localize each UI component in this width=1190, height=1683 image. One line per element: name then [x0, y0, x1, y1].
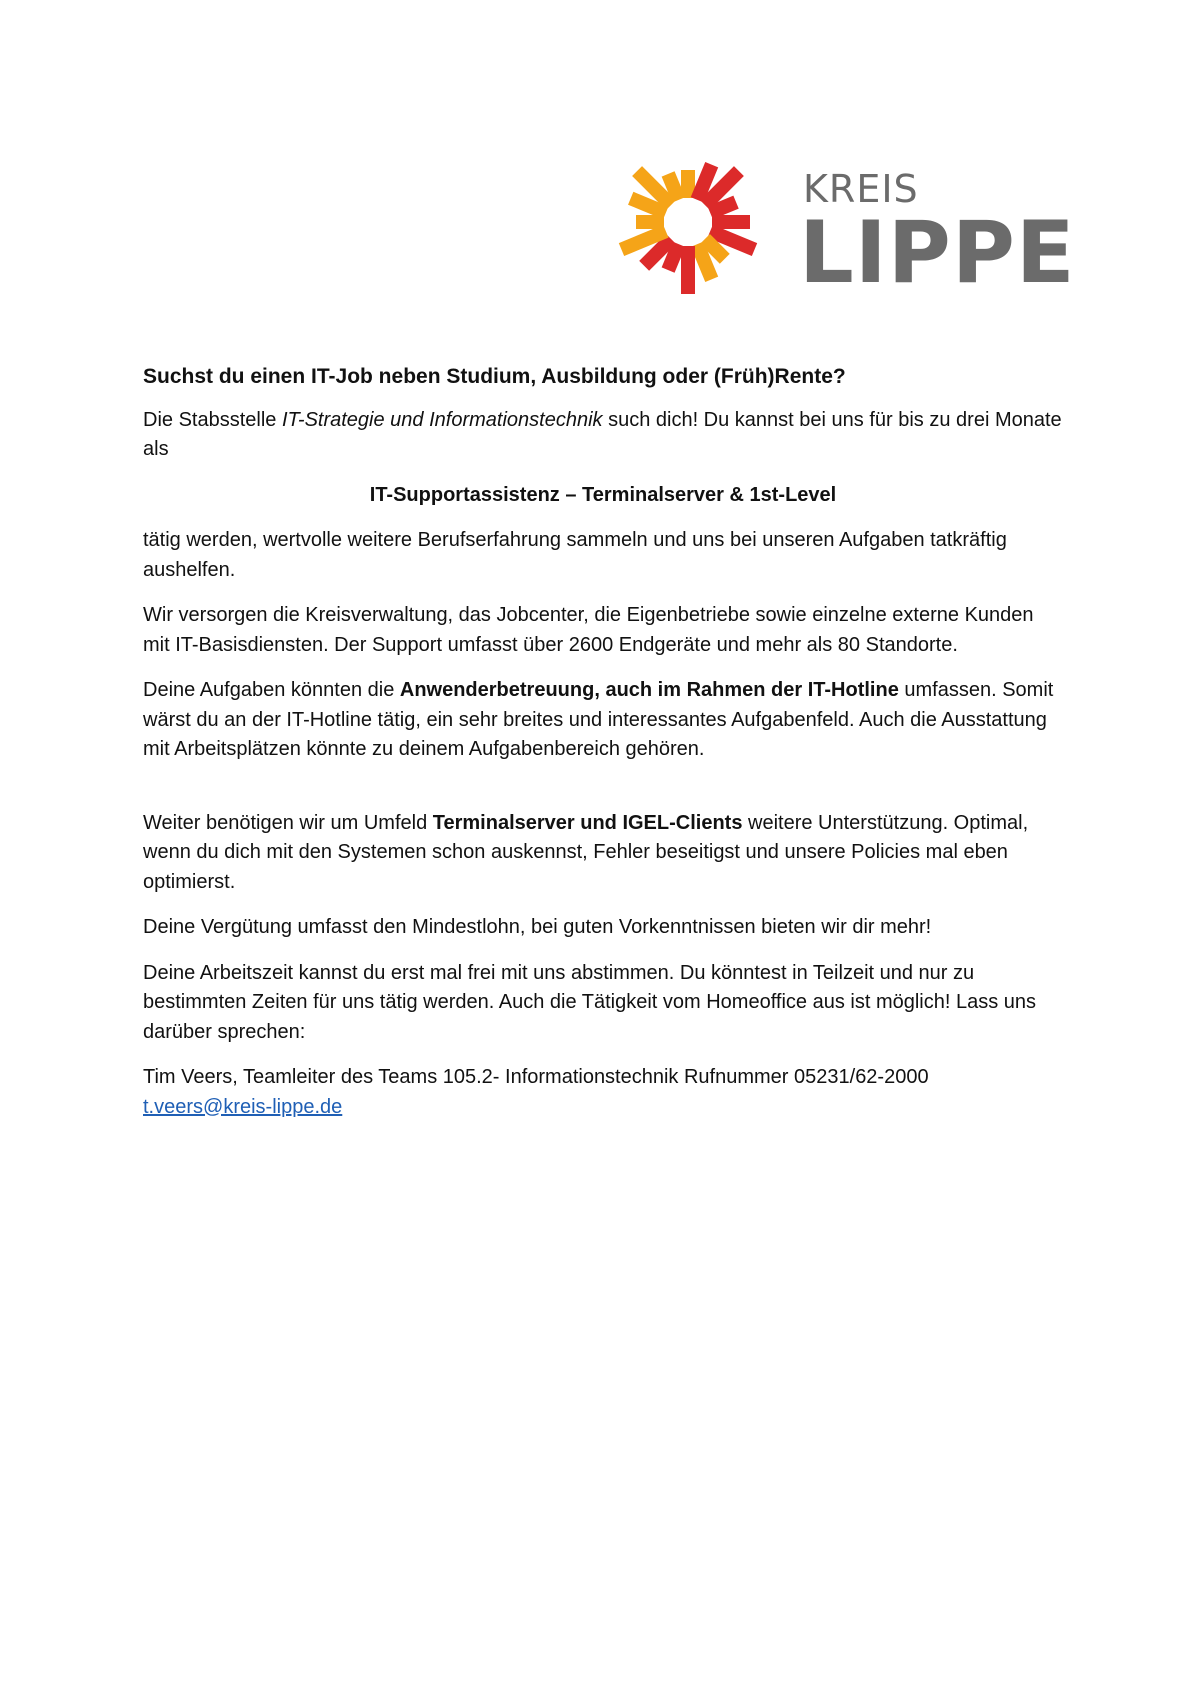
terminalserver-text-end: weitere Unterstützung. Optimal, wenn du dich mit den Systemen schon auskennst, Fehler beseitigst und unsere Policies mal eben optimierst.	[143, 811, 1029, 893]
terminalserver-text-start: Weiter benötigen wir um Umfeld	[143, 811, 433, 834]
tasks-text-end: umfassen. Somit wärst du an der IT-Hotline tätig, ein sehr breites und interessantes Aufgabenfeld. Auch die Ausstattung mit Arbeitsplätzen könnte zu deinem Aufgabenbereich gehören.	[143, 679, 1054, 760]
intro-text-start: Die Stabsstelle	[143, 408, 282, 431]
page-title: Suchst du einen IT-Job neben Studium, Ausbildung oder (Früh)Rente?	[143, 365, 846, 388]
kreis-lippe-logo	[608, 142, 1076, 303]
logo-ray	[681, 246, 695, 294]
logo-lippe-text: LIPPE	[799, 203, 1076, 303]
tasks-text-start: Deine Aufgaben könnten die	[143, 679, 400, 701]
terminalserver-paragraph	[143, 809, 1063, 898]
tasks-paragraph	[143, 676, 1063, 765]
position-title: IT-Supportassistenz – Terminalserver & 1st-Level	[369, 483, 837, 506]
services-paragraph: Wir versorgen die Kreisverwaltung, das Jobcenter, die Eigenbetriebe sowie einzelne externe Kunden mit IT-Basisdiensten. Der Support umfasst über 2600 Endgeräte und mehr als 80 Standorte.	[143, 604, 1034, 656]
sun-rays-icon	[608, 142, 798, 302]
intro-paragraph	[143, 406, 1063, 465]
logo-kreis-text: KREIS	[803, 167, 919, 211]
intro-text-end: such dich! Du kannst bei uns für bis zu drei Monate als	[143, 408, 1062, 460]
job-posting	[143, 362, 1063, 1138]
salary-paragraph: Deine Vergütung umfasst den Mindestlohn, bei guten Vorkenntnissen bieten wir dir mehr!	[143, 916, 932, 938]
terminalserver-highlight: Terminalserver und IGEL-Clients	[432, 811, 743, 834]
contact-block	[143, 1063, 1063, 1122]
department-name: IT-Strategie und Informationstechnik	[281, 408, 603, 431]
working-time-paragraph: Deine Arbeitszeit kannst du erst mal frei mit uns abstimmen. Du könntest in Teilzeit und nur zu bestimmten Zeiten für uns tätig werden. Auch die Tätigkeit vom Homeoffice aus ist möglich! Lass uns darüber sprechen:	[143, 961, 1037, 1043]
contact-line: Tim Veers, Teamleiter des Teams 105.2- Informationstechnik Rufnummer 05231/62-2000	[143, 1066, 929, 1088]
contact-email-link[interactable]: t.veers@kreis-lippe.de	[143, 1095, 343, 1118]
benefits-paragraph: tätig werden, wertvolle weitere Berufserfahrung sammeln und uns bei unseren Aufgaben tatkräftig aushelfen.	[143, 529, 1007, 581]
tasks-highlight: Anwenderbetreuung, auch im Rahmen der IT-Hotline	[399, 679, 899, 701]
